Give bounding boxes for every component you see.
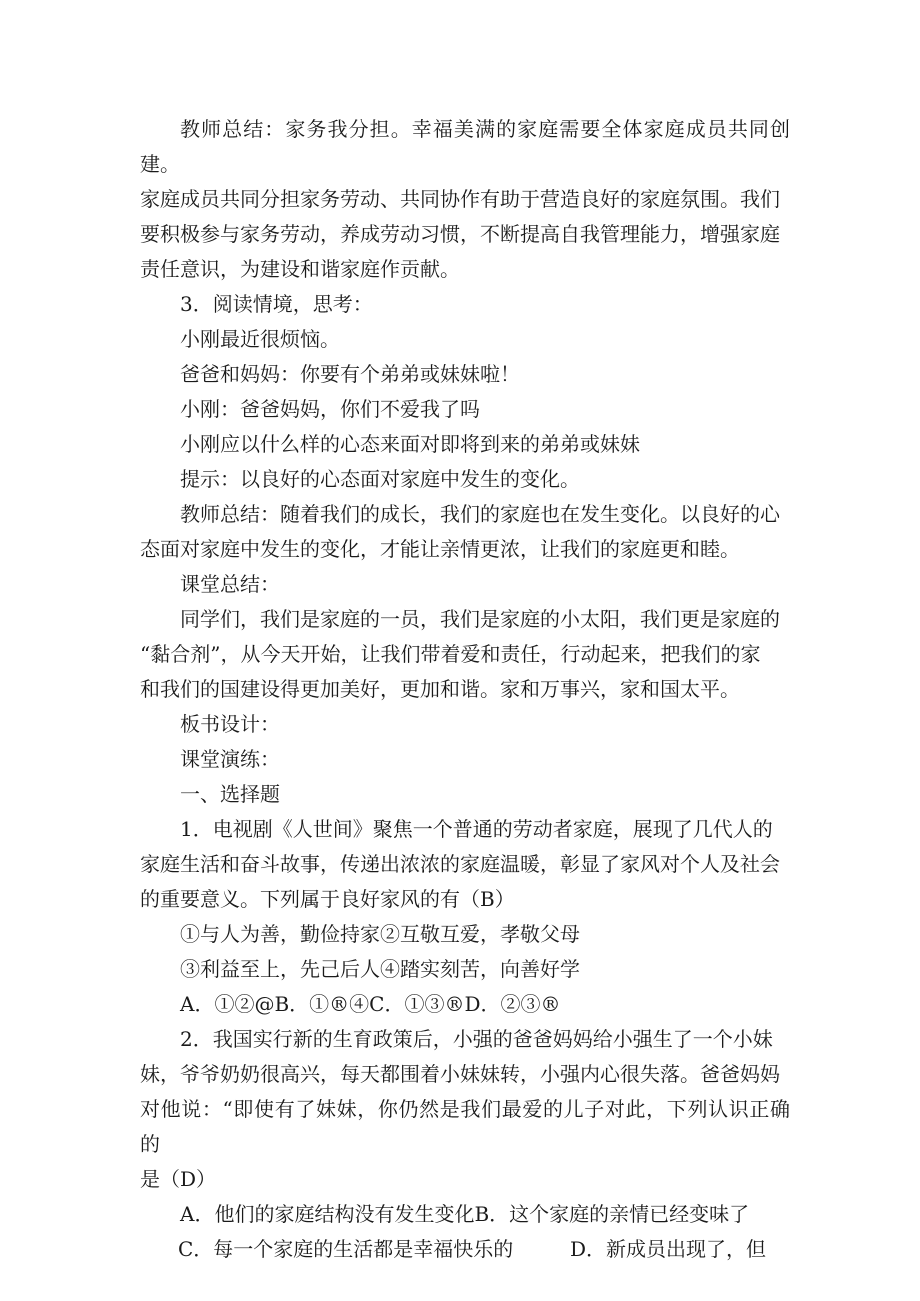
class-summary-heading: 课堂总结： [180, 572, 280, 596]
scenario-line: 爸爸和妈妈：你要有个弟弟或妹妹啦！ [180, 362, 520, 386]
scenario-hint: 提示：以良好的心态面对家庭中发生的变化。 [180, 467, 580, 491]
question-statements: ③利益至上，先己后人④踏实刻苦，向善好学 [180, 957, 580, 981]
option-d: D．新成员出现了，但 [570, 1237, 767, 1261]
question-stem-line: 对他说：“即使有了妹妹，你仍然是我们最爱的儿子对此，下列认识正确的 [140, 1097, 790, 1156]
option-c: C．每一个家庭的生活都是幸福快乐的 [178, 1237, 514, 1261]
section-choice-heading: 一、选择题 [180, 782, 280, 806]
text-line: 教师总结：家务我分担。幸福美满的家庭需要全体家庭成员共同创建。 [140, 117, 790, 176]
class-summary-paragraph [140, 602, 790, 707]
scenario-question: 小刚应以什么样的心态来面对即将到来的弟弟或妹妹 [180, 432, 640, 456]
text-line: “黏合剂”，从今天开始，让我们带着爱和责任，行动起来，把我们的家 [140, 642, 761, 666]
question-2 [140, 1022, 790, 1267]
scenario-line: 小刚最近很烦恼。 [180, 327, 340, 351]
question-options: A．他们的家庭结构没有发生变化B．这个家庭的亲情已经变味了 [180, 1202, 750, 1226]
teacher-summary-paragraph-2 [140, 497, 790, 567]
text-line: 要积极参与家务劳动，养成劳动习惯，不断提高自我管理能力，增强家庭 [140, 222, 780, 246]
text-line: 和我们的国建设得更加美好，更加和谐。家和万事兴，家和国太平。 [140, 677, 740, 701]
text-line: 责任意识，为建设和谐家庭作贡献。 [140, 257, 460, 281]
question-options-row [140, 1232, 790, 1267]
text-line: 态面对家庭中发生的变化，才能让亲情更浓，让我们的家庭更和睦。 [140, 537, 740, 561]
question-stem-line: 妹，爷爷奶奶很高兴，每天都围着小妹妹转，小强内心很失落。爸爸妈妈 [140, 1062, 780, 1086]
scenario-line: 小刚：爸爸妈妈，你们不爱我了吗 [180, 397, 480, 421]
item-3-heading: 3．阅读情境，思考： [180, 292, 373, 316]
document-body [140, 112, 790, 1267]
practice-heading: 课堂演练： [180, 747, 280, 771]
board-design-heading: 板书设计： [180, 712, 280, 736]
text-line: 家庭成员共同分担家务劳动、共同协作有助于营造良好的家庭氛围。我们 [140, 187, 780, 211]
text-line: 教师总结：随着我们的成长，我们的家庭也在发生变化。以良好的心 [180, 502, 780, 526]
question-statements: ①与人为善，勤俭持家②互敬互爱，孝敬父母 [180, 922, 580, 946]
question-1 [140, 812, 790, 1022]
question-stem-line: 是（D） [140, 1167, 217, 1191]
scenario-block [140, 322, 790, 497]
question-stem-line: 2．我国实行新的生育政策后，小强的爸爸妈妈给小强生了一个小妹 [180, 1027, 773, 1051]
teacher-summary-paragraph [140, 112, 790, 287]
question-options: A．①②@B．①®④C．①③®D．②③® [180, 992, 561, 1016]
question-stem-line: 1．电视剧《人世间》聚焦一个普通的劳动者家庭，展现了几代人的 [180, 817, 773, 841]
text-line: 同学们，我们是家庭的一员，我们是家庭的小太阳，我们更是家庭的 [180, 607, 780, 631]
question-stem-line: 家庭生活和奋斗故事，传递出浓浓的家庭温暖，彰显了家风对个人及社会 [140, 852, 780, 876]
question-stem-line: 的重要意义。下列属于良好家风的有（B） [140, 887, 515, 911]
